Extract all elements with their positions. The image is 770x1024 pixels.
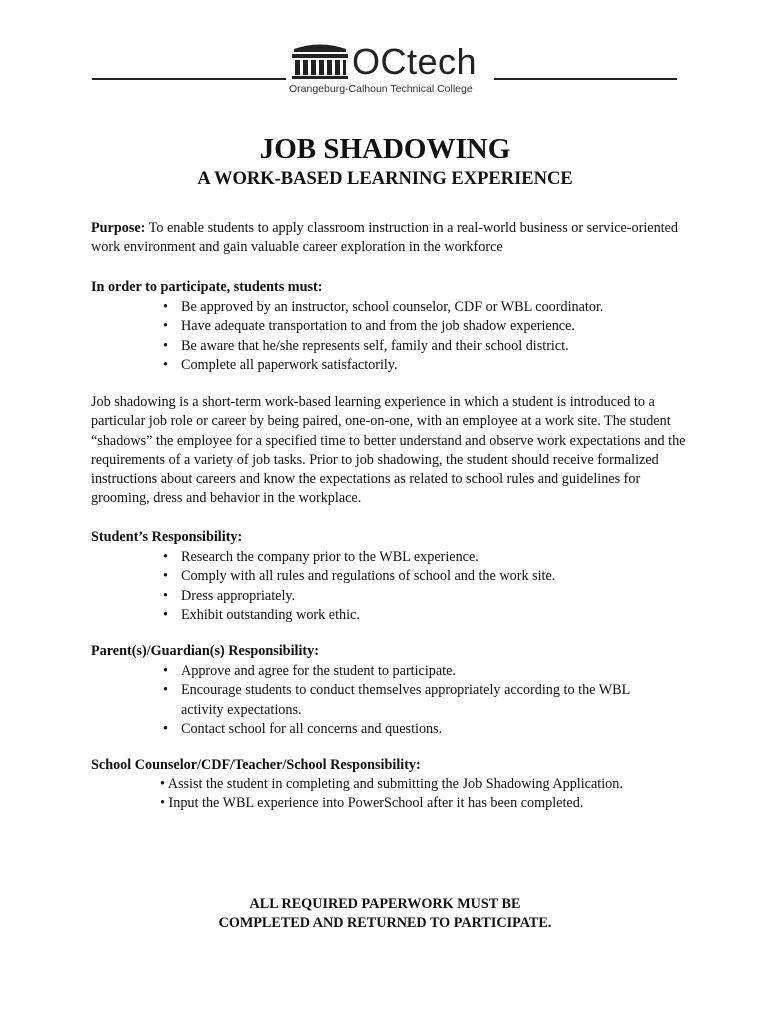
student-list xyxy=(163,548,683,625)
list-item: • Research the company prior to the WBL experience. xyxy=(163,548,683,567)
header-rule-right xyxy=(494,78,677,80)
footer-line-2: COMPLETED AND RETURNED TO PARTICIPATE. xyxy=(218,915,552,931)
purpose-paragraph xyxy=(91,219,691,258)
footer-line-1: ALL REQUIRED PAPERWORK MUST BE xyxy=(249,896,521,912)
header-rule-left xyxy=(92,78,286,80)
page-subtitle: A WORK-BASED LEARNING EXPERIENCE xyxy=(197,169,573,189)
purpose-text: To enable students to apply classroom instruction in a real-world business or service-oriented work environment and gain valuable career exploration in the workforce xyxy=(91,220,679,256)
parent-heading: Parent(s)/Guardian(s) Responsibility: xyxy=(91,643,319,659)
list-item: • Exhibit outstanding work ethic. xyxy=(163,606,683,625)
list-item: • Be aware that he/she represents self, family and their school district. xyxy=(163,337,683,356)
page-title: JOB SHADOWING xyxy=(259,133,511,165)
participate-heading: In order to participate, students must: xyxy=(91,279,323,295)
list-item: • Dress appropriately. xyxy=(163,587,683,606)
list-item: • Encourage students to conduct themselves appropriately according to the WBL activity expectations. xyxy=(163,681,663,720)
purpose-label: Purpose: xyxy=(91,220,146,236)
list-item: • Have adequate transportation to and from the job shadow experience. xyxy=(163,317,683,336)
parent-list xyxy=(163,662,663,739)
list-item: • Be approved by an instructor, school counselor, CDF or WBL coordinator. xyxy=(163,298,683,317)
college-name: Orangeburg-Calhoun Technical College xyxy=(289,83,473,95)
participate-list xyxy=(163,298,683,375)
list-item: • Approve and agree for the student to participate. xyxy=(163,662,663,681)
list-item: • Assist the student in completing and submitting the Job Shadowing Application. xyxy=(160,775,680,794)
description-paragraph: Job shadowing is a short-term work-based learning experience in which a student is introduced to a particular job role or career by being paired, one-on-one, with an employee at a work site. The student “shadows” the employee for a specified time to better understand and observe work expectations and the requirements of a variety of job tasks. Prior to job shadowing, the student should receive formalized instructions about careers and know the expectations as related to school rules and guidelines for grooming, dress and behavior in the workplace. xyxy=(91,394,686,507)
list-item: • Contact school for all concerns and questions. xyxy=(163,720,663,739)
student-heading: Student’s Responsibility: xyxy=(91,529,243,545)
building-icon xyxy=(292,45,348,80)
school-heading: School Counselor/CDF/Teacher/School Responsibility: xyxy=(91,757,421,773)
list-item: • Complete all paperwork satisfactorily. xyxy=(163,356,683,375)
footer-notice xyxy=(0,895,770,933)
list-item: • Input the WBL experience into PowerSchool after it has been completed. xyxy=(160,794,680,813)
school-list xyxy=(160,775,680,814)
logo-wordmark: OCtech xyxy=(352,41,478,82)
list-item: • Comply with all rules and regulations of school and the work site. xyxy=(163,567,683,586)
